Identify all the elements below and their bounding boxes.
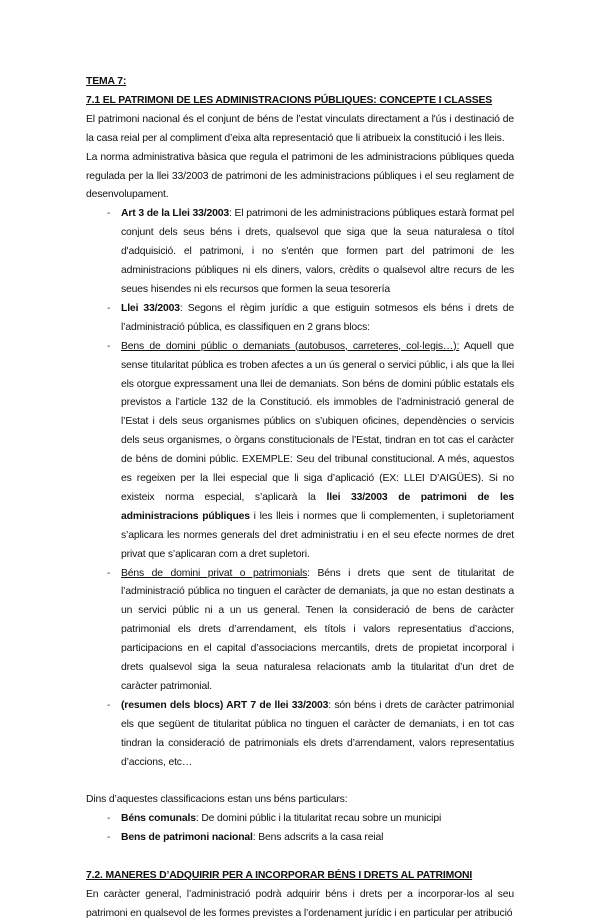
bullet-dash-icon: -	[107, 302, 111, 314]
item-underlined-label: Béns de domini privat o patrimonials	[121, 567, 308, 579]
bullet-dash-icon: -	[107, 208, 111, 220]
tema-heading: TEMA 7:	[86, 76, 127, 87]
section-1-title: 7.1 EL PATRIMONI DE LES ADMINISTRACIONS PÚBLIQUES: CONCEPTE I CLASSES	[86, 94, 493, 106]
bullet-dash-icon: -	[107, 567, 111, 579]
list-item-patrimoni-nacional	[86, 829, 514, 848]
bullet-dash-icon: -	[107, 832, 111, 844]
list-item-domini-public	[86, 338, 514, 565]
section-2-intro: En caràcter general, l’administració podrà adquirir béns i drets per a incorporar-los al seu patrimoni en qualsevol de les formes previstes a l’ordenament jurídic i en particular per atribució	[86, 888, 514, 919]
particular-list	[86, 810, 514, 848]
list-item-llei	[86, 300, 514, 338]
list-item-domini-privat	[86, 565, 514, 697]
item-text: : Segons el règim jurídic a que estiguin sotmesos els béns i drets de l’administració pública, es classifiquen en 2 grans blocs:	[121, 302, 514, 333]
item-text: : De domini públic i la titularitat recau sobre un municipi	[195, 813, 442, 825]
classification-list	[86, 205, 514, 772]
spacer	[86, 773, 514, 792]
bullet-dash-icon: -	[107, 699, 111, 711]
item-bold-label: Llei 33/2003	[121, 302, 180, 314]
item-text: : Béns i drets que sent de titularitat de l’administració pública no tinguen el caràcter de demaniats, ja que no estan destinats a un servici públic ni a un us general. Tenen la consideració de bens de caràcter patrimonial els drets d’arrendament, els títols i valors representatius d’accions, participacions en el capital d’associacions mercantils, drets de propietat incorporal i drets qualsevol siga la seua naturalesa relacionats amb la titularitat d’un dret de caràcter patrimonial.	[121, 567, 514, 692]
list-item-resumen	[86, 697, 514, 773]
bullet-dash-icon: -	[107, 813, 111, 825]
section-2-title: 7.2. MANERES D’ADQUIRIR PER A INCORPORAR BÉNS I DRETS AL PATRIMONI	[86, 870, 473, 882]
item-text: : El patrimoni de les administracions públiques estarà format pel conjunt dels seus béns i drets, qualsevol que siga que la seua naturalesa o títol d'adquisició. el patrimoni, i no s'entén que formen part del patrimoni de les administracions públiques ni els diners, valors, crèdits o qualsevol altre recurs de les seues hisendes ni els recursos que formen la seua tesorería	[121, 208, 515, 295]
item-text: : són béns i drets de caràcter patrimonial els que següent de titularitat pública no tinguen el caràcter de demaniats, i en tot cas tindran la consideració de patrimonials els drets d’arrendament, valors representatius d’accions, etc…	[121, 699, 514, 768]
list-item-comunals	[86, 810, 514, 829]
section-1-intro-2: La norma administrativa bàsica que regula el patrimoni de les administracions públiques queda regulada per la llei 33/2003 de patrimoni de les administracions públiques i el seu reglament de desenvolupament.	[86, 151, 514, 201]
bullet-dash-icon: -	[107, 340, 111, 352]
item-bold-label: (resumen dels blocs) ART 7 de llei 33/2003	[121, 699, 329, 711]
particular-intro: Dins d’aquestes classificacions estan uns béns particulars:	[86, 794, 348, 806]
item-bold-inline: llei 33/2003 de patrimoni de les administracions públiques	[121, 491, 514, 522]
item-bold-label: Bens de patrimoni nacional	[121, 832, 253, 844]
item-text-2: i les lleis i normes que li complementen, i supletoriament s’aplicara les normes generals del dret administratiu i en el seu efecte normes de dret privat que s’aplicaran com a dret supletori.	[121, 510, 514, 560]
item-bold-label: Béns comunals	[121, 813, 196, 825]
item-text: Aquell que sense titularitat pública es troben afectes a un ús general o servici públic, i als que la llei els otorgue expressament una llei de demaniats. Son béns de domini públic estatals els previstos a l’article 132 de la Constitució. els immobles de l’administració general de l’Estat i dels seus organismes públics on s’ubiquen oficines, dependències o servicis dels seus organismes, o òrgans constitucionals de l’Estat, tindran en tot cas el caràcter de béns de domini públic. EXEMPLE: Seu del tribunal constitucional. A més, aquestos es regeixen per la llei especial que li siga d’aplicació (EX: LLEI D’AIGÜES). Si no existeix norma especial, s’aplicarà la	[121, 340, 514, 503]
item-text: : Bens adscrits a la casa reial	[252, 832, 384, 844]
item-underlined-label: Bens de domini públic o demaniats (autobusos, carreteres, col·legis…):	[121, 340, 460, 352]
section-1-intro: El patrimoni nacional és el conjunt de béns de l’estat vinculats directament a l'ús i destinació de la casa reial per al compliment d’eixa alta representació que li atribueix la constitució i les lleis.	[86, 113, 514, 144]
list-item-art3	[86, 205, 514, 300]
spacer	[86, 848, 514, 867]
document-page	[86, 73, 514, 924]
item-bold-label: Art 3 de la Llei 33/2003	[121, 208, 229, 220]
